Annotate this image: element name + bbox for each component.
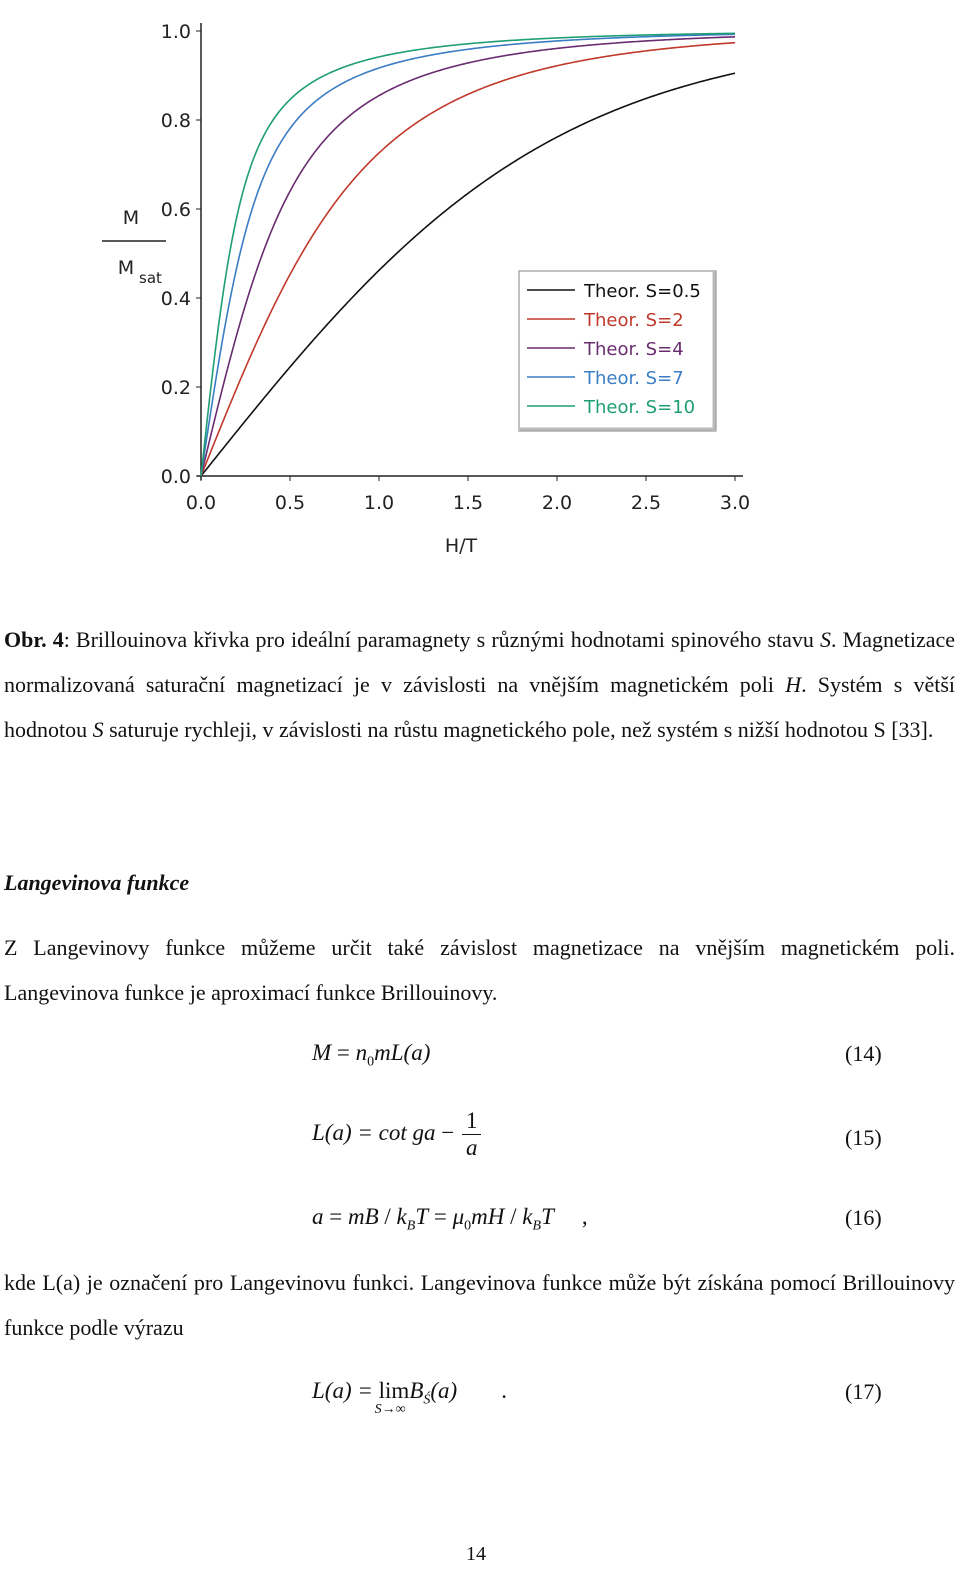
equation-14 [312,1040,430,1071]
equation-number-15: (15) [845,1125,882,1150]
eq-subscript: B [532,1218,542,1234]
eq-symbol: L(a) = [312,1378,379,1403]
y-tick-label: 0.8 [160,110,191,132]
brillouin-chart [0,0,960,570]
equation-number-16: (16) [845,1205,882,1230]
fraction-denominator: a [465,1135,478,1160]
legend-label: Theor. S=7 [584,368,684,389]
x-tick-label: 0.0 [185,492,217,514]
eq-operator: = [331,1040,356,1065]
equation-15 [312,1108,483,1161]
caption-symbol: S [820,627,832,652]
eq-operator: / [378,1204,397,1229]
eq-symbol: M [312,1040,332,1065]
fraction-numerator: 1 [462,1108,482,1135]
x-tick-label: 1.0 [363,492,395,514]
y-axis-label-numerator: M [122,207,140,229]
figure-caption [4,617,955,752]
legend-label: Theor. S=10 [584,397,696,418]
y-tick-label: 0.4 [160,288,191,310]
equation-16 [312,1204,588,1235]
eq-punctuation: . [501,1378,507,1403]
equation-number-17: (17) [845,1379,882,1404]
x-axis-label: H/T [444,535,478,557]
eq-subscript: Ś [423,1392,431,1408]
eq-symbol: μ [452,1204,465,1229]
eq-symbol: k [522,1204,533,1229]
equation-17 [312,1378,507,1417]
eq-symbol: n [355,1040,368,1065]
x-tick-label: 0.5 [274,492,306,514]
x-tick-label: 3.0 [719,492,751,514]
y-tick-label: 0.6 [160,199,191,221]
caption-text: saturuje rychleji, v závislosti na růstu magnetického pole, než systém s nižší hodnotou S [33]. [103,717,934,742]
eq-symbol: B [409,1378,424,1403]
x-tick-label: 1.5 [452,492,484,514]
legend-label: Theor. S=4 [584,339,684,360]
caption-text: : Brillouinova křivka pro ideální paramagnety s různými hodnotami spinového stavu [63,627,821,652]
eq-operator: = [323,1204,348,1229]
caption-label: Obr. 4 [4,627,64,652]
eq-symbol: mL(a) [374,1040,431,1065]
eq-symbol: T [415,1204,429,1229]
eq-symbol: ga [412,1119,436,1145]
x-tick-label: 2.5 [630,492,662,514]
y-axis-label-denominator-subscript: sat [139,269,162,287]
eq-symbol: (a) [430,1378,458,1403]
eq-subscript: B [406,1218,416,1234]
eq-symbol: a [312,1204,324,1229]
eq-limit [374,1378,410,1417]
paragraph-langevin-intro: Z Langevinovy funkce můžeme určit také závislost magnetizace na vnějším magnetickém poli. Langevinova funkce je aproximací funkce Brillouinovy. [4,935,955,1005]
eq-subscript: 0 [464,1218,472,1234]
y-tick-label: 0.0 [160,466,191,488]
legend-label: Theor. S=2 [584,310,684,331]
eq-symbol: L(a) = cot [312,1119,413,1145]
eq-subscript: 0 [367,1054,375,1070]
eq-punctuation: , [581,1204,588,1229]
eq-fraction [462,1108,482,1161]
page-number: 14 [466,1543,486,1565]
paragraph-langevin-from-brillouin: kde L(a) je označení pro Langevinovu funkci. Langevinova funkce může být získána pomocí Brillouinovy funkce podle výrazu [4,1270,955,1340]
eq-operator: = [428,1204,453,1229]
eq-operator: / [504,1204,523,1229]
legend-label: Theor. S=0.5 [584,281,701,302]
x-tick-label: 2.0 [541,492,573,514]
caption-symbol: S [92,717,104,742]
limit-subscript: S→∞ [374,1402,406,1417]
y-axis-label-denominator: M [117,257,135,279]
section-heading: Langevinova funkce [4,870,190,895]
eq-symbol: mB [347,1204,379,1229]
chart-legend [519,271,716,431]
equation-number-14: (14) [845,1041,882,1066]
y-tick-label: 1.0 [160,21,191,43]
y-tick-label: 0.2 [160,377,191,399]
caption-text: . Systém s větší hodnotou [4,672,955,742]
eq-symbol: mH [471,1204,505,1229]
caption-symbol: H [785,672,802,697]
eq-symbol: T [541,1204,554,1229]
caption-text: . Magnetizace normalizovaná saturační magnetizací je v závislosti na vnějším magnetickém poli [4,627,956,697]
limit-operator: lim [378,1378,410,1403]
eq-operator: − [435,1119,460,1145]
eq-symbol: k [396,1204,407,1229]
